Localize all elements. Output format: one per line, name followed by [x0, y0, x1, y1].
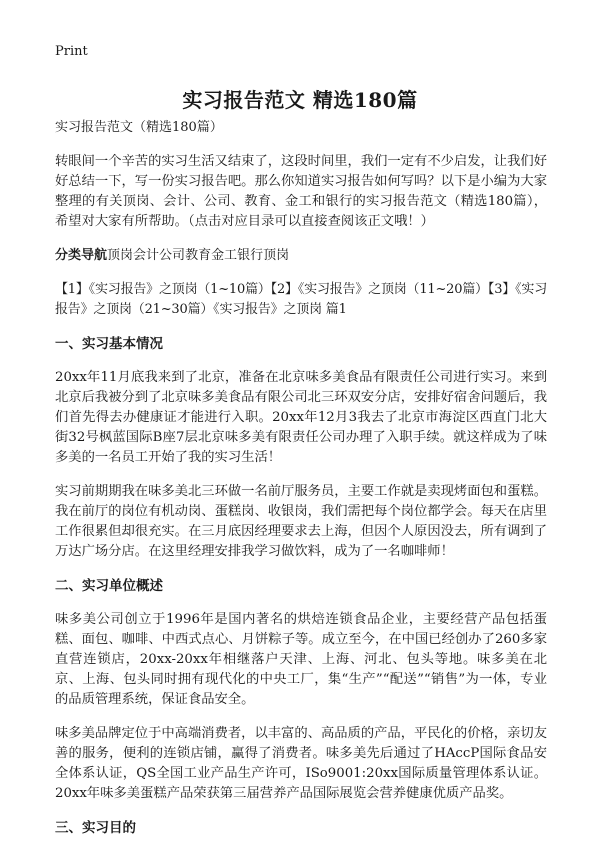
nav-item-jingong[interactable]: 金工	[211, 248, 238, 263]
section-heading-1: 一、实习基本情况	[55, 336, 163, 352]
section-1-paragraph-2: 实习前期期我在味多美北三环做一名前厅服务员，主要工作就是卖现烤面包和蛋糕。我在前厅的岗位有机动岗、蛋糕岗、收银岗，我们需把每个岗位都学会。每天在店里工作很累但却很充实。在三月底因经理要求去上海，但因个人原因没去，所有调到了万达广场分店。在这里经理安排我学习做饮料，成为了一名咖啡师！	[55, 484, 547, 559]
nav-item-dinggang[interactable]: 顶岗	[107, 248, 134, 263]
print-link[interactable]: Print	[55, 44, 88, 59]
nav-item-yinhang[interactable]: 银行	[237, 248, 264, 263]
section-heading-3: 三、实习目的	[55, 820, 136, 836]
nav-item-kuaiji[interactable]: 会计	[133, 248, 160, 263]
category-nav-label: 分类导航	[55, 248, 108, 263]
article-subtitle: 实习报告范文（精选180篇）	[55, 120, 223, 135]
intro-paragraph: 转眼间一个辛苦的实习生活又结束了，这段时间里，我们一定有不少启发，让我们好好总结一下，写一份实习报告吧。那么你知道实习报告如何写吗？以下是小编为大家整理的有关顶岗、会计、公司、教育、金工和银行的实习报告范文（精选180篇），希望对大家有所帮助。（点击对应目录可以直接查阅该正文哦！）	[55, 154, 547, 229]
section-1-paragraph-1: 20xx年11月底我来到了北京，准备在北京味多美食品有限责任公司进行实习。来到北京后我被分到了北京味多美食品有限公司北三环双安分店，安排好宿舍问题后，我们首先得去办健康证才能进行入职。20xx年12月3我去了北京市海淀区西直门北大街32号枫蓝国际B座7层北京味多美有限责任公司办理了入职手续。就这样成为了味多美的一名员工开始了我的实习生活！	[55, 370, 547, 465]
section-2-paragraph-2: 味多美品牌定位于中高端消费者，以丰富的、高品质的产品，平民化的价格，亲切友善的服务，便利的连锁店铺，赢得了消费者。味多美先后通过了HAccP国际食品安全体系认证，QS全国工业产品生产许可，ISo9001:20xx国际质量管理体系认证。20xx年味多美蛋糕产品荣获第三届营养产品国际展览会营养健康优质产品奖。	[55, 726, 547, 801]
section-heading-2: 二、实习单位概述	[55, 578, 163, 594]
table-of-contents-links[interactable]: 【1】《实习报告》之顶岗（1~10篇）【2】《实习报告》之顶岗（11~20篇）【3】《实习报告》之顶岗（21~30篇）《实习报告》之顶岗 篇1	[55, 282, 547, 317]
page-title: 实习报告范文 精选180篇	[182, 88, 418, 112]
article-body	[55, 118, 547, 852]
nav-item-jiaoyu[interactable]: 教育	[185, 248, 212, 263]
nav-item-gongsi[interactable]: 公司	[159, 248, 186, 263]
nav-item-dinggang-2[interactable]: 顶岗	[263, 248, 290, 263]
category-nav	[55, 246, 547, 266]
section-2-paragraph-1: 味多美公司创立于1996年是国内著名的烘焙连锁食品企业，主要经营产品包括蛋糕、面包、咖啡、中西式点心、月饼粽子等。成立至今，在中国已经创办了260多家直营连锁店，20xx-20xx年相继落户天津、上海、河北、包头等地。味多美在北京、上海、包头同时拥有现代化的中央工厂，集“生产”“配送”“销售”为一体，专业的品质管理系统，保证食品安全。	[55, 612, 547, 707]
